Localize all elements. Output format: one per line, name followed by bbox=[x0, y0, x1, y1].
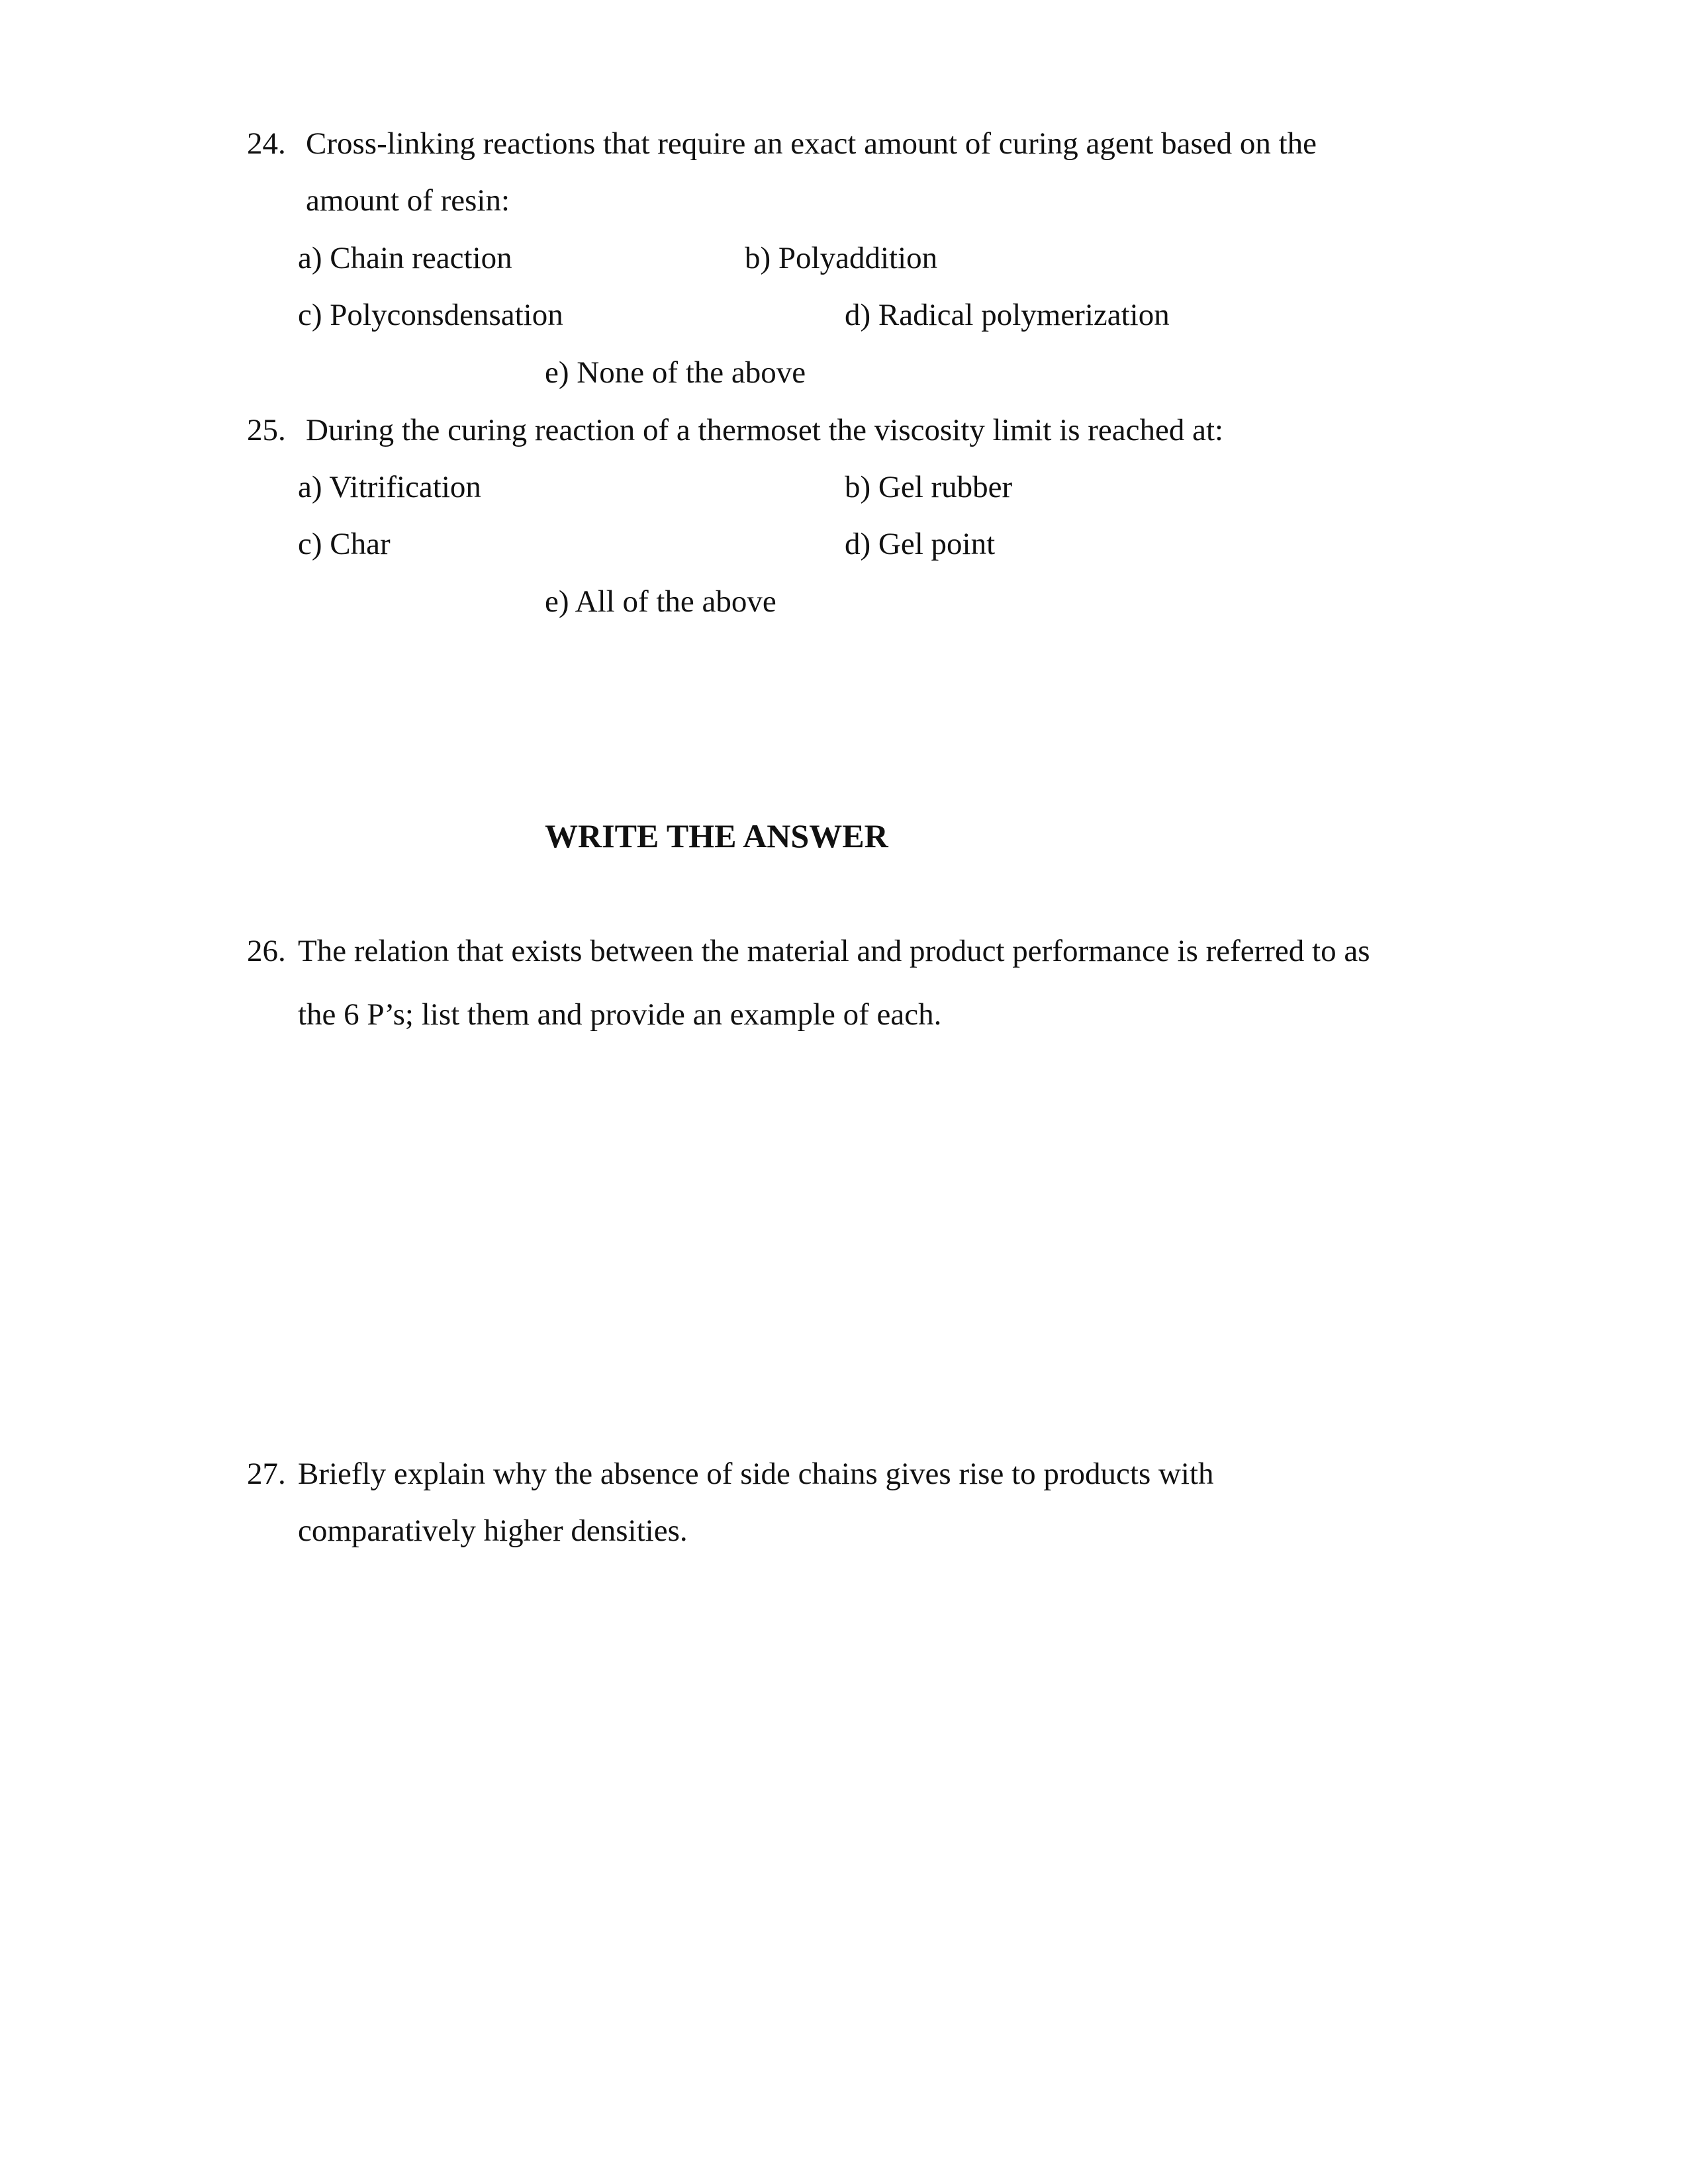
question-27-number: 27. bbox=[247, 1457, 286, 1491]
question-24-number: 24. bbox=[247, 126, 286, 161]
section-heading: WRITE THE ANSWER bbox=[545, 817, 888, 854]
question-26-number: 26. bbox=[247, 934, 286, 968]
question-26-text-line2: the 6 P’s; list them and provide an example of each. bbox=[298, 997, 942, 1032]
question-25-text-line1: During the curing reaction of a thermoset the viscosity limit is reached at: bbox=[306, 413, 1224, 447]
question-25-option-b: b) Gel rubber bbox=[845, 470, 1013, 504]
question-24-text-line1: Cross-linking reactions that require an exact amount of curing agent based on the bbox=[306, 126, 1317, 161]
question-24-option-b: b) Polyaddition bbox=[745, 241, 938, 275]
question-25-option-e: e) All of the above bbox=[545, 584, 776, 619]
question-24-option-d: d) Radical polymerization bbox=[845, 298, 1170, 332]
question-26-text-line1: The relation that exists between the material and product performance is referred to as bbox=[298, 934, 1370, 968]
question-27-text-line1: Briefly explain why the absence of side chains gives rise to products with bbox=[298, 1457, 1214, 1491]
question-24-option-e: e) None of the above bbox=[545, 355, 806, 390]
question-27-text-line2: comparatively higher densities. bbox=[298, 1514, 688, 1548]
question-25-option-d: d) Gel point bbox=[845, 527, 996, 561]
question-25-option-c: c) Char bbox=[298, 527, 391, 561]
question-24-option-a: a) Chain reaction bbox=[298, 241, 512, 275]
question-25-option-a: a) Vitrification bbox=[298, 470, 481, 504]
question-24-option-c: c) Polyconsdensation bbox=[298, 298, 563, 332]
question-25-number: 25. bbox=[247, 413, 286, 447]
question-24-text-line2: amount of resin: bbox=[306, 183, 510, 218]
